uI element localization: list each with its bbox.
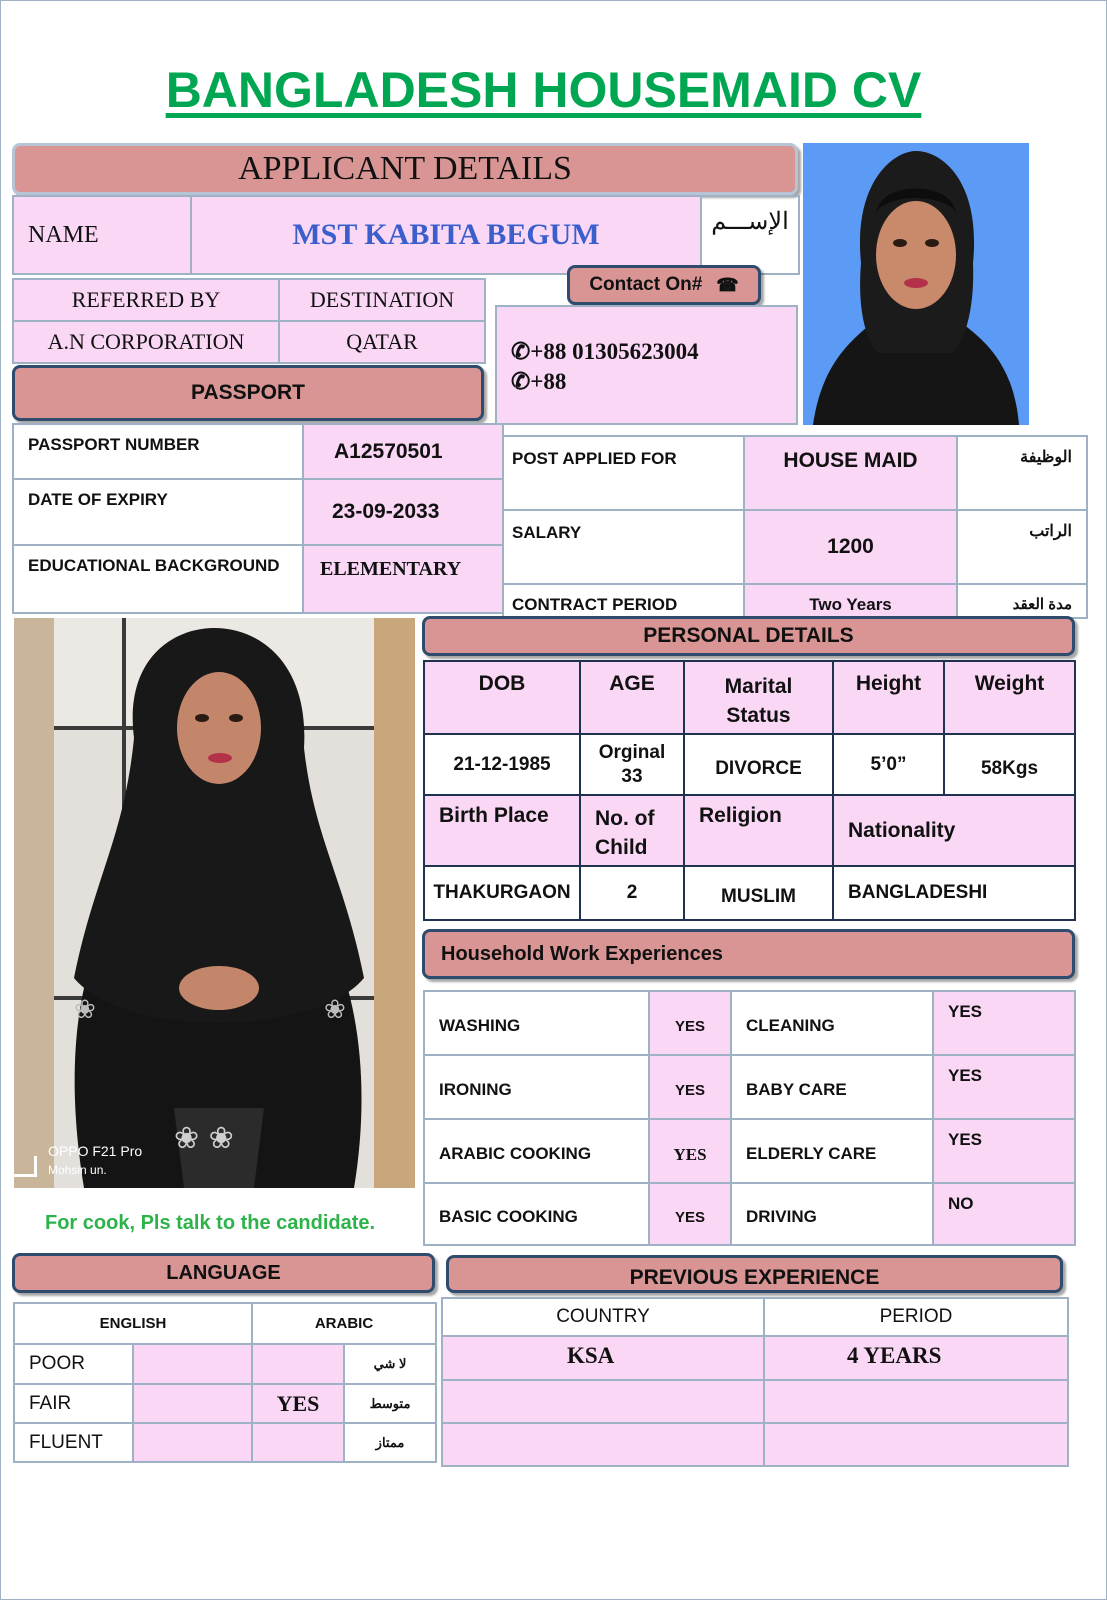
salary-value: 1200 <box>744 510 957 584</box>
language-level-fair: FAIR <box>14 1384 133 1423</box>
language-title: LANGUAGE <box>166 1261 281 1284</box>
post-label: POST APPLIED FOR <box>503 436 744 510</box>
language-arabic-fluent <box>252 1423 344 1462</box>
age-value-line-2: 33 <box>621 765 643 787</box>
age-value <box>580 734 684 795</box>
previous-country-3 <box>442 1423 764 1466</box>
applicant-portrait-photo <box>803 143 1029 425</box>
applicant-details-title: APPLICANT DETAILS <box>238 150 572 187</box>
education-label: EDUCATIONAL BACKGROUND <box>13 545 303 613</box>
language-english-poor <box>133 1344 252 1384</box>
portrait-illustration <box>803 143 1029 425</box>
contact-label: Contact On# <box>589 274 703 295</box>
post-label-arabic: الوظيفة <box>957 436 1087 510</box>
religion-label: Religion <box>684 795 833 866</box>
personal-details-title: PERSONAL DETAILS <box>643 624 854 647</box>
household-label-ironing: IRONING <box>424 1055 649 1119</box>
svg-text:❀: ❀ <box>74 995 96 1025</box>
language-arabic-poor <box>252 1344 344 1384</box>
previous-period-label: PERIOD <box>764 1298 1068 1336</box>
contact-phone-1: ✆+88 01305623004 <box>511 339 699 364</box>
referral-table <box>12 278 486 364</box>
job-table <box>502 435 1088 619</box>
previous-experience-header <box>446 1255 1063 1293</box>
household-value-cleaning: YES <box>933 991 1075 1055</box>
children-label-line-1: No. of <box>595 807 655 830</box>
height-value: 5’0” <box>833 734 944 795</box>
previous-period-2 <box>764 1380 1068 1423</box>
household-label-driving: DRIVING <box>731 1183 933 1245</box>
previous-experience-title: PREVIOUS EXPERIENCE <box>629 1266 880 1289</box>
language-level-fluent: FLUENT <box>14 1423 133 1462</box>
household-value-arabic-cooking: YES <box>649 1119 731 1183</box>
height-label: Height <box>833 661 944 734</box>
contact-header <box>567 265 761 305</box>
household-value-elderly-care: YES <box>933 1119 1075 1183</box>
destination-value: QATAR <box>279 321 485 363</box>
education-value: ELEMENTARY <box>303 545 503 613</box>
passport-header <box>12 365 484 421</box>
household-label-washing: WASHING <box>424 991 649 1055</box>
household-header <box>422 929 1075 979</box>
photo-watermark-icon <box>14 1156 37 1177</box>
salary-label-arabic: الراتب <box>957 510 1087 584</box>
language-english-label: ENGLISH <box>14 1303 252 1344</box>
passport-title: PASSPORT <box>191 381 305 404</box>
children-label-line-2: Child <box>595 836 648 859</box>
language-level-fair-arabic: متوسط <box>344 1384 436 1423</box>
language-table <box>13 1302 437 1463</box>
contact-box <box>495 305 798 425</box>
children-label <box>580 795 684 866</box>
religion-value: MUSLIM <box>684 866 833 920</box>
household-label-basic-cooking: BASIC COOKING <box>424 1183 649 1245</box>
page-title: BANGLADESH HOUSEMAID CV <box>165 62 922 118</box>
previous-country-1: KSA <box>442 1336 764 1380</box>
household-value-ironing: YES <box>649 1055 731 1119</box>
referred-by-value: A.N CORPORATION <box>13 321 279 363</box>
language-level-poor-arabic: لا شي <box>344 1344 436 1384</box>
svg-text:❀: ❀ <box>324 995 346 1025</box>
marital-label-line-1: Marital <box>724 675 793 698</box>
household-value-baby-care: YES <box>933 1055 1075 1119</box>
dob-label: DOB <box>424 661 580 734</box>
marital-value: DIVORCE <box>684 734 833 795</box>
birthplace-label: Birth Place <box>424 795 580 866</box>
contact-phone-2: ✆+88 <box>511 369 567 394</box>
passport-table <box>12 423 504 614</box>
language-english-fluent <box>133 1423 252 1462</box>
household-value-washing: YES <box>649 991 731 1055</box>
destination-label: DESTINATION <box>279 279 485 321</box>
post-value: HOUSE MAID <box>744 436 957 510</box>
language-arabic-fair: YES <box>252 1384 344 1423</box>
personal-table <box>423 660 1076 921</box>
weight-value: 58Kgs <box>944 734 1075 795</box>
photo-watermark-line-1: OPPO F21 Pro <box>48 1143 143 1159</box>
household-label-arabic-cooking: ARABIC COOKING <box>424 1119 649 1183</box>
household-value-driving: NO <box>933 1183 1075 1245</box>
name-table <box>12 195 800 275</box>
age-label: AGE <box>580 661 684 734</box>
expiry-label: DATE OF EXPIRY <box>13 479 303 545</box>
language-arabic-label: ARABIC <box>252 1303 436 1344</box>
language-level-fluent-arabic: ممتاز <box>344 1423 436 1462</box>
cook-note: For cook, Pls talk to the candidate. <box>45 1212 376 1234</box>
marital-label-line-2: Status <box>726 704 791 727</box>
household-table <box>423 990 1076 1246</box>
applicant-details-header <box>12 143 798 195</box>
weight-label: Weight <box>944 661 1075 734</box>
age-value-line-1: Orginal <box>598 741 666 763</box>
previous-experience-table <box>441 1297 1069 1467</box>
nationality-value: BANGLADESHI <box>833 866 1075 920</box>
household-label-baby-care: BABY CARE <box>731 1055 933 1119</box>
name-label: NAME <box>13 196 191 274</box>
contract-label-arabic: مدة العقد <box>957 584 1087 618</box>
dob-value: 21-12-1985 <box>424 734 580 795</box>
language-level-poor: POOR <box>14 1344 133 1384</box>
personal-details-header <box>422 616 1075 656</box>
expiry-value: 23-09-2033 <box>303 479 503 545</box>
name-value: MST KABITA BEGUM <box>191 196 701 274</box>
contract-value: Two Years <box>744 584 957 618</box>
household-label-cleaning: CLEANING <box>731 991 933 1055</box>
previous-country-2 <box>442 1380 764 1423</box>
previous-period-3 <box>764 1423 1068 1466</box>
salary-label: SALARY <box>503 510 744 584</box>
children-value: 2 <box>580 866 684 920</box>
applicant-full-photo <box>14 618 415 1188</box>
birthplace-value: THAKURGAON <box>424 866 580 920</box>
nationality-label: Nationality <box>833 795 1075 866</box>
language-english-fair <box>133 1384 252 1423</box>
svg-text:❀ ❀: ❀ ❀ <box>174 1121 234 1156</box>
household-title: Household Work Experiences <box>441 942 723 965</box>
household-label-elderly-care: ELDERLY CARE <box>731 1119 933 1183</box>
passport-number-label: PASSPORT NUMBER <box>13 424 303 479</box>
contract-label: CONTRACT PERIOD <box>503 584 744 618</box>
marital-label <box>684 661 833 734</box>
referred-by-label: REFERRED BY <box>13 279 279 321</box>
name-label-arabic: الإســـم <box>701 196 799 274</box>
phone-icon: ☎ <box>716 274 739 295</box>
full-photo-illustration <box>14 618 415 1188</box>
photo-watermark-line-2: Mohsin un. <box>48 1163 107 1177</box>
previous-period-1: 4 YEARS <box>764 1336 1068 1380</box>
passport-number-value: A12570501 <box>303 424 503 479</box>
previous-country-label: COUNTRY <box>442 1298 764 1336</box>
language-header <box>12 1253 435 1293</box>
household-value-basic-cooking: YES <box>649 1183 731 1245</box>
